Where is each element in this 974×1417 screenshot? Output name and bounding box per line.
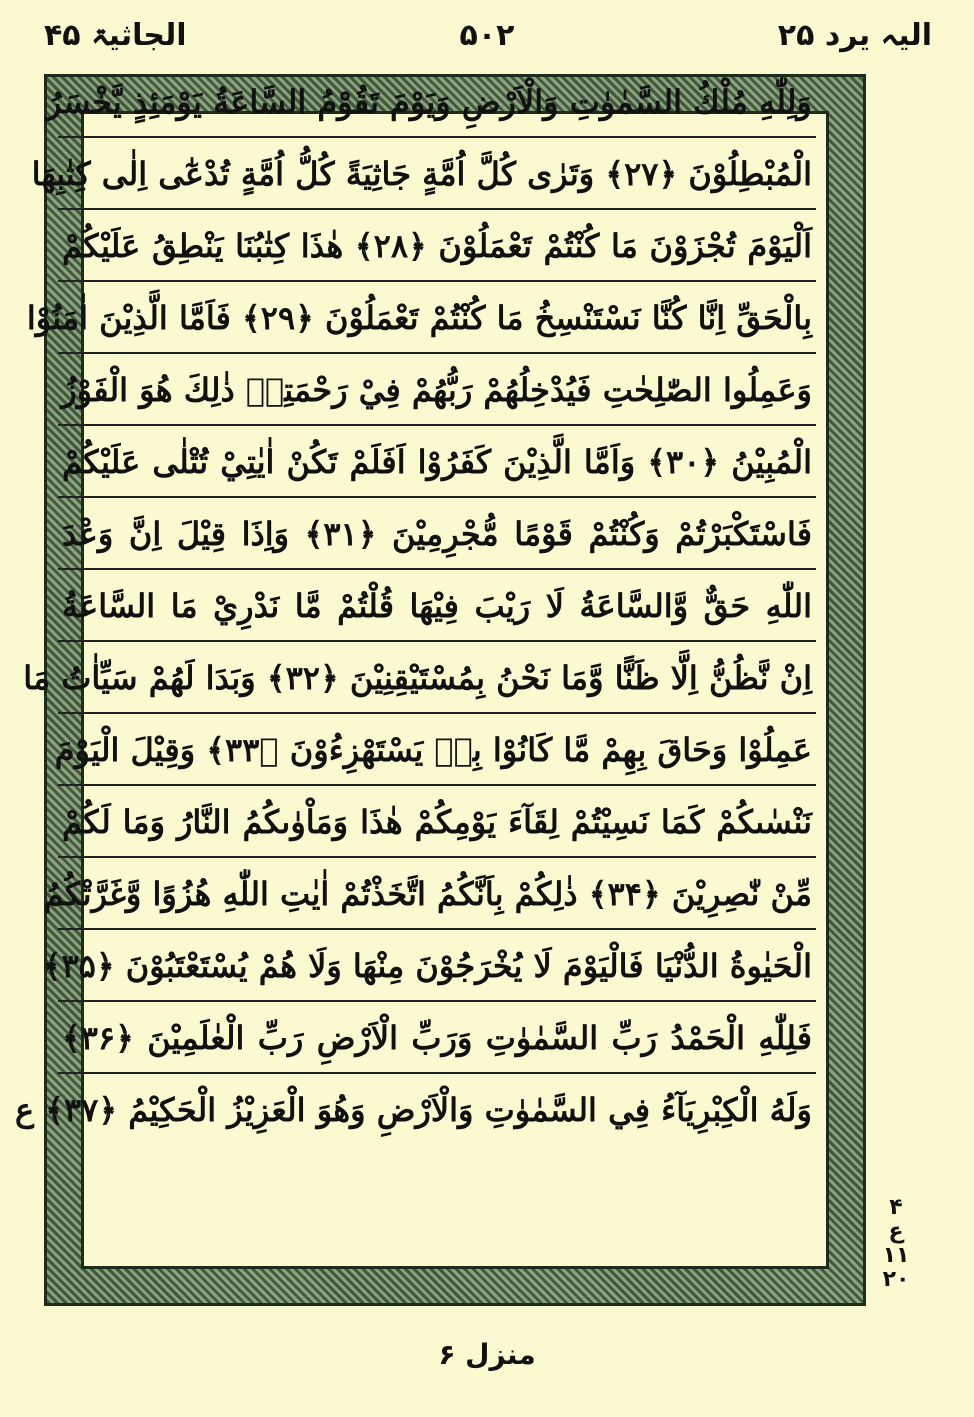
manzil-label: منزل ۶: [438, 1338, 536, 1371]
ruku-marker-line-1: ۴: [889, 1195, 903, 1220]
surah-name: الجاثیۃ ۴۵: [44, 18, 187, 53]
ruku-marker-line-2: ع: [888, 1219, 904, 1244]
verse-line-2: الْمُبْطِلُوْنَ ﴿۲۷﴾ وَتَرٰى كُلَّ اُمَّةٍ جَاثِيَةً كُلُّ اُمَّةٍ تُدْعٰٓى اِلٰى كِتٰبِهَا: [58, 138, 816, 210]
page-number: ۵۰۲: [459, 18, 515, 53]
ruku-marker-line-4: ۲۰: [882, 1267, 910, 1292]
verse-line-7: فَاسْتَكْبَرْتُمْ وَكُنْتُمْ قَوْمًا مُّجْرِمِيْنَ ﴿۳۱﴾ وَاِذَا قِيْلَ اِنَّ وَعْدَ: [58, 498, 816, 570]
verse-line-8: اللّٰهِ حَقٌّ وَّالسَّاعَةُ لَا رَيْبَ فِيْهَا قُلْتُمْ مَّا نَدْرِيْ مَا السَّاعَةُ: [58, 570, 816, 642]
verse-line-11: نَنْسٰىكُمْ كَمَا نَسِيْتُمْ لِقَآءَ يَوْمِكُمْ هٰذَا وَمَاْوٰىكُمُ النَّارُ وَمَا لَكُمْ: [58, 786, 816, 858]
ruku-marker: [876, 1196, 916, 1296]
verse-line-12: مِّنْ نّٰصِرِيْنَ ﴿۳۴﴾ ذٰلِكُمْ بِاَنَّكُمُ اتَّخَذْتُمْ اٰيٰتِ اللّٰهِ هُزُوًا وَّغَرَّتْكُمُ: [58, 858, 816, 930]
verse-lines: [14, 66, 816, 1146]
ruku-marker-line-3: ۱۱: [882, 1243, 910, 1268]
verse-line-15: وَلَهُ الْكِبْرِيَآءُ فِي السَّمٰوٰتِ وَالْاَرْضِ وَهُوَ الْعَزِيْزُ الْحَكِيْمُ ﴿۳۷﴾ ع: [14, 1091, 812, 1129]
verse-line-1: وَلِلّٰهِ مُلْكُ السَّمٰوٰتِ وَالْاَرْضِ وَيَوْمَ تَقُوْمُ السَّاعَةُ يَوْمَئِذٍ يَّخْسَرُ: [58, 66, 816, 138]
verse-line-14: فَلِلّٰهِ الْحَمْدُ رَبِّ السَّمٰوٰتِ وَرَبِّ الْاَرْضِ رَبِّ الْعٰلَمِيْنَ ﴿۳۶﴾: [58, 1002, 816, 1074]
verse-line-6: الْمُبِيْنُ ﴿۳۰﴾ وَاَمَّا الَّذِيْنَ كَفَرُوْا اَفَلَمْ تَكُنْ اٰيٰتِيْ تُتْلٰى عَلَيْكُمْ: [58, 426, 816, 498]
verse-line-3: اَلْيَوْمَ تُجْزَوْنَ مَا كُنْتُمْ تَعْمَلُوْنَ ﴿۲۸﴾ هٰذَا كِتٰبُنَا يَنْطِقُ عَلَيْكُمْ: [58, 210, 816, 282]
verse-line-5: وَعَمِلُوا الصّٰلِحٰتِ فَيُدْخِلُهُمْ رَبُّهُمْ فِيْ رَحْمَتِهٖ ذٰلِكَ هُوَ الْفَوْزُ: [58, 354, 816, 426]
verse-line-9: اِنْ نَّظُنُّ اِلَّا ظَنًّا وَّمَا نَحْنُ بِمُسْتَيْقِنِيْنَ ﴿۳۲﴾ وَبَدَا لَهُمْ سَيِّاٰتُ مَا: [58, 642, 816, 714]
verse-line-10: عَمِلُوْا وَحَاقَ بِهِمْ مَّا كَانُوْا بِهٖ يَسْتَهْزِءُوْنَ ﴿۳۳﴾ وَقِيْلَ الْيَوْمَ: [58, 714, 816, 786]
verse-line-4: بِالْحَقِّ اِنَّا كُنَّا نَسْتَنْسِخُ مَا كُنْتُمْ تَعْمَلُوْنَ ﴿۲۹﴾ فَاَمَّا الَّذِيْنَ اٰمَنُوْا: [58, 282, 816, 354]
verse-line-13: الْحَيٰوةُ الدُّنْيَا فَالْيَوْمَ لَا يُخْرَجُوْنَ مِنْهَا وَلَا هُمْ يُسْتَعْتَبُوْنَ ﴿۳۵﴾: [58, 930, 816, 1002]
para-name: الیہ یرد ۲۵: [777, 18, 932, 53]
page-header: [0, 0, 974, 70]
